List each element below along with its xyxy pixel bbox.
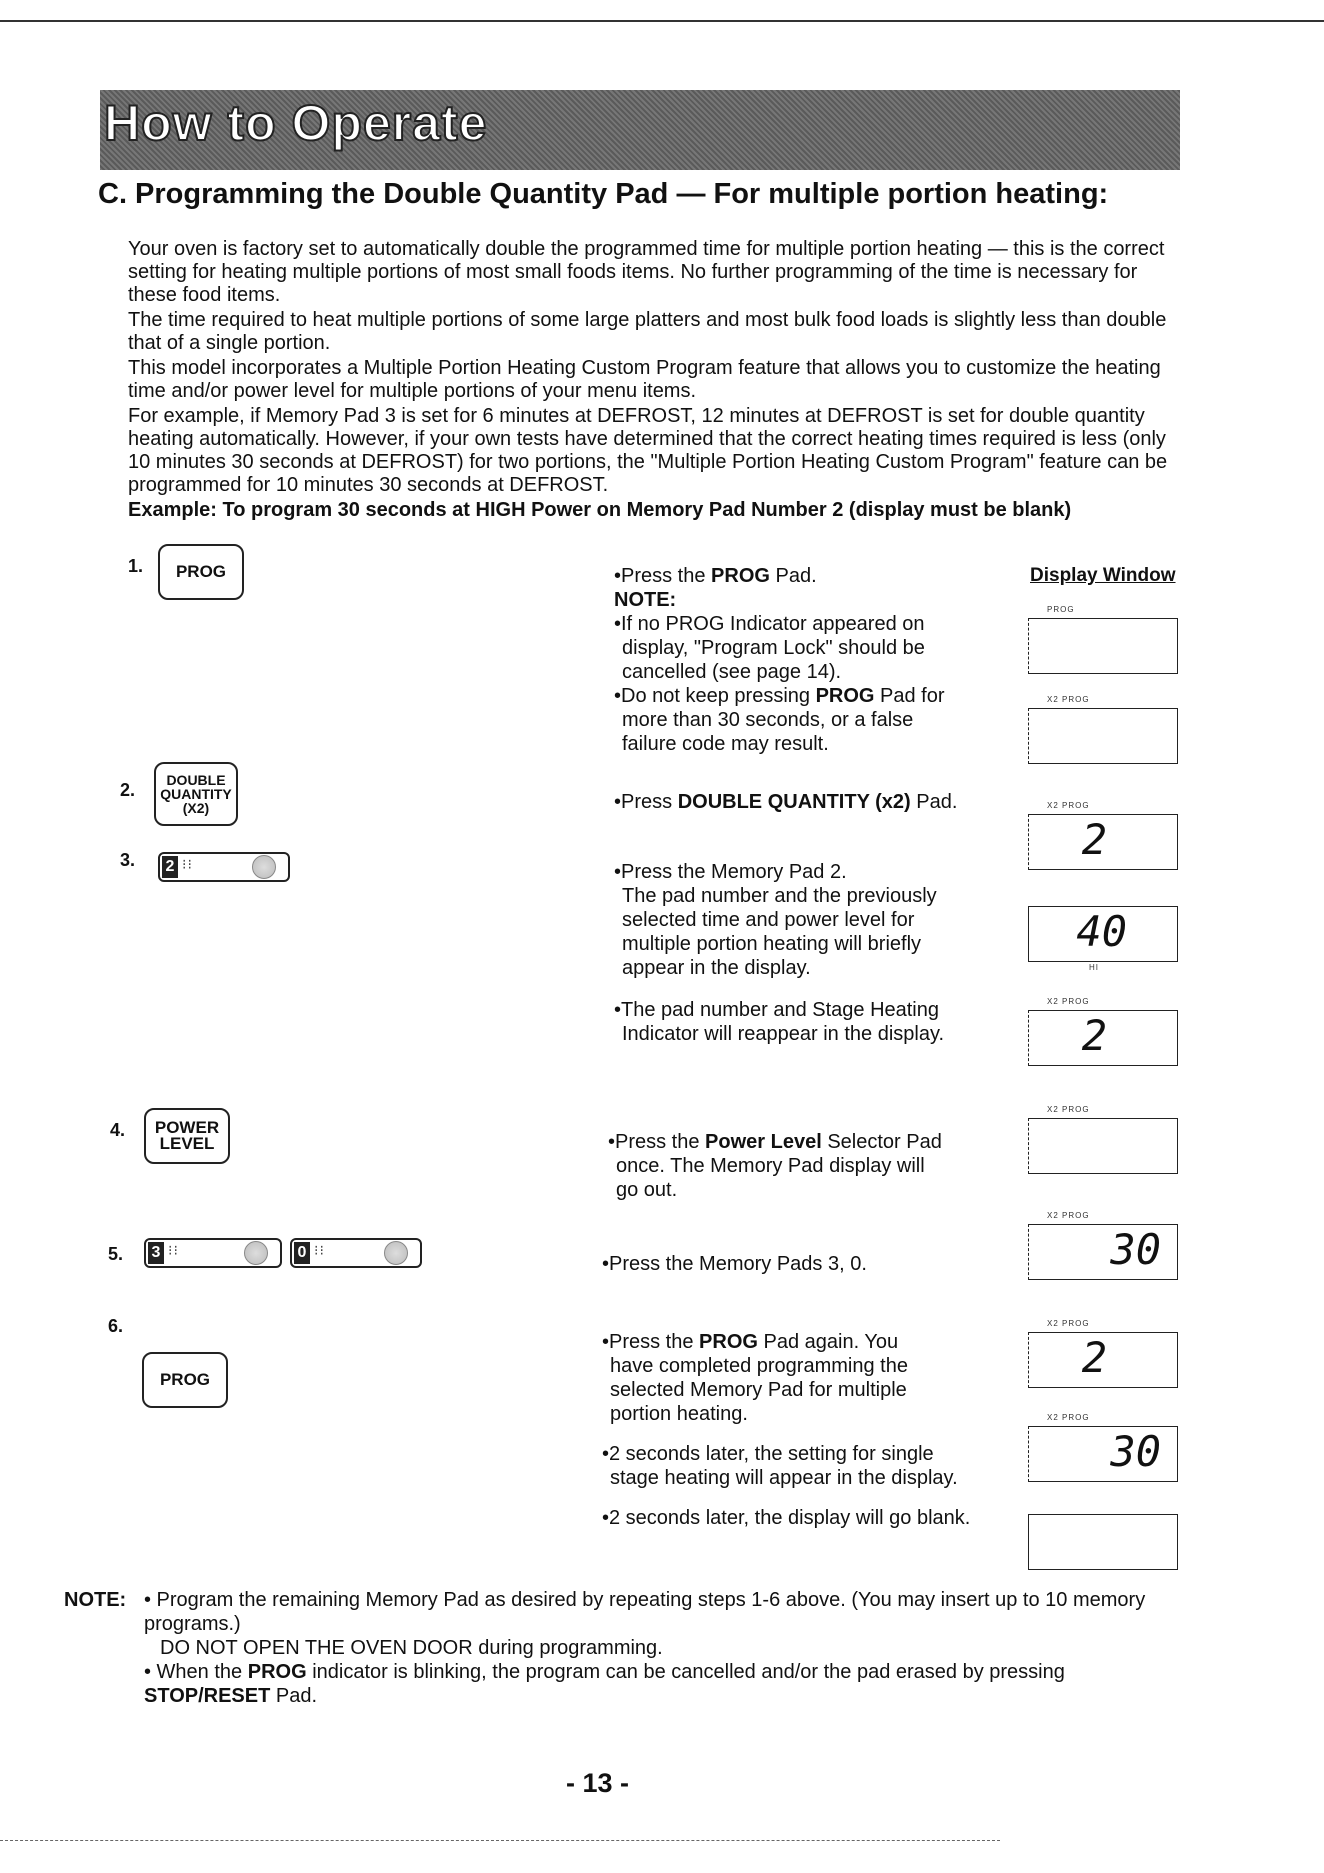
top-rule <box>0 20 1324 22</box>
instruction-text: cancelled (see page 14). <box>622 661 842 683</box>
intro-paragraph: For example, if Memory Pad 3 is set for 6 minutes at DEFROST, 12 minutes at DEFROST is set for double quantity heating automatically. However, if your own tests have determined that the correct heating times required is less (only 10 minutes 30 seconds at DEFROST) for two portions, the "Multiple Portion Heating Custom Program" feature can be programmed for 10 minutes 30 seconds at DEFROST. <box>128 405 1168 496</box>
pad-label: POWER <box>154 1118 220 1137</box>
display-window <box>1028 906 1178 972</box>
display-indicator: X2 PROG <box>1047 695 1090 704</box>
circle-icon <box>244 1241 268 1265</box>
instruction-text: stage heating will appear in the display. <box>610 1467 958 1489</box>
pad-label: (X2) <box>182 800 210 816</box>
intro-text <box>128 238 1178 524</box>
display-window <box>1028 1211 1178 1280</box>
display-window <box>1028 1105 1178 1174</box>
step-number: 5. <box>108 1244 124 1264</box>
note-text: Pad. <box>270 1685 318 1707</box>
instruction-bold: PROG <box>815 685 875 707</box>
dots-icon: ⁝⁝ <box>182 856 193 872</box>
intro-paragraph: Your oven is factory set to automatically double the programmed time for multiple portion heating — this is the correct setting for heating multiple portions of most small foods items. No further programming of the time is necessary for these food items. <box>128 238 1165 306</box>
instruction-text: Pad for <box>874 685 945 707</box>
display-indicator: X2 PROG <box>1047 801 1090 810</box>
pad-label: QUANTITY <box>160 786 232 802</box>
display-value: 30 <box>1110 1427 1161 1476</box>
instruction-text: Pad. <box>910 791 958 813</box>
instruction-text: selected Memory Pad for multiple <box>610 1379 907 1401</box>
instruction-text: •The pad number and Stage Heating <box>614 999 939 1021</box>
instruction-text: failure code may result. <box>622 733 829 755</box>
example-heading: Example: To program 30 seconds at HIGH Power on Memory Pad Number 2 (display must be blank) <box>128 499 1072 521</box>
memory-pad-icon <box>290 1238 422 1268</box>
footer-rule <box>0 1840 1000 1841</box>
display-indicator: X2 PROG <box>1047 1413 1090 1422</box>
instruction-step6 <box>602 1330 1002 1530</box>
memory-pad-number: 2 <box>162 856 178 878</box>
memory-pad-icon <box>158 852 290 882</box>
pad-label: DOUBLE <box>166 772 226 788</box>
dots-icon: ⁝⁝ <box>168 1242 179 1258</box>
double-quantity-pad-icon <box>154 762 238 826</box>
display-value: 40 <box>1076 907 1127 956</box>
note-bullet <box>144 1660 1184 1708</box>
instruction-text: display, "Program Lock" should be <box>622 637 925 659</box>
instruction-text: •Press the <box>608 1131 706 1153</box>
instruction-text: •2 seconds later, the setting for single <box>602 1443 934 1465</box>
display-value: 2 <box>1081 1011 1107 1060</box>
dots-icon: ⁝⁝ <box>314 1242 325 1258</box>
instruction-text: appear in the display. <box>622 957 811 979</box>
instruction-bold: Power Level <box>705 1131 822 1153</box>
instruction-step5 <box>602 1252 1002 1276</box>
display-value: 2 <box>1081 815 1107 864</box>
note-label: NOTE: <box>64 1589 127 1611</box>
banner-title: How to Operate <box>104 95 488 151</box>
instruction-text: once. The Memory Pad display will <box>616 1155 925 1177</box>
display-value: 30 <box>1110 1225 1161 1274</box>
circle-icon <box>252 855 276 879</box>
memory-pad-number: 0 <box>294 1242 310 1264</box>
instruction-step2 <box>614 790 1014 814</box>
display-indicator: HI <box>1089 963 1099 972</box>
display-window <box>1028 695 1178 764</box>
note-body <box>144 1588 1184 1708</box>
instruction-text: •Press the Memory Pads 3, 0. <box>602 1253 867 1275</box>
instruction-text: Pad again. You <box>757 1331 899 1353</box>
display-indicator: X2 PROG <box>1047 1319 1090 1328</box>
note-text: indicator is blinking, the program can be cancelled and/or the pad erased by pressing <box>306 1661 1065 1683</box>
section-title: C. Programming the Double Quantity Pad — For multiple portion heating: <box>98 178 1109 210</box>
instruction-text: •If no PROG Indicator appeared on <box>614 613 925 635</box>
display-window-label: Display Window <box>1030 565 1176 586</box>
note-bold: PROG <box>247 1661 307 1683</box>
step-number: 1. <box>128 556 144 576</box>
pad-label: LEVEL <box>159 1134 215 1153</box>
display-window <box>1028 801 1178 870</box>
instruction-text: go out. <box>616 1179 678 1201</box>
display-indicator: X2 PROG <box>1047 1105 1090 1114</box>
display-window <box>1028 997 1178 1066</box>
step-number: 2. <box>120 780 136 800</box>
instruction-text: Selector Pad <box>821 1131 942 1153</box>
prog-pad-icon: PROG <box>158 544 244 600</box>
instruction-text: •Do not keep pressing <box>614 685 816 707</box>
instruction-text: multiple portion heating will briefly <box>622 933 922 955</box>
intro-paragraph: The time required to heat multiple portions of some large platters and most bulk food loads is slightly less than double that of a single portion. <box>128 309 1167 354</box>
instruction-step1 <box>614 564 1014 756</box>
memory-pad-icon <box>144 1238 282 1268</box>
prog-pad-icon: PROG <box>142 1352 228 1408</box>
intro-paragraph: This model incorporates a Multiple Portion Heating Custom Program feature that allows you to customize the heating time and/or power level for multiple portions of your menu items. <box>128 357 1161 402</box>
instruction-text: more than 30 seconds, or a false <box>622 709 914 731</box>
display-window <box>1028 1413 1178 1482</box>
step-number: 4. <box>110 1120 126 1140</box>
instruction-bold: DOUBLE QUANTITY (x2) <box>677 791 911 813</box>
power-level-pad-icon <box>144 1108 230 1164</box>
note-text: DO NOT OPEN THE OVEN DOOR during programming. <box>160 1637 663 1659</box>
instruction-text: have completed programming the <box>610 1355 908 1377</box>
display-indicator: X2 PROG <box>1047 997 1090 1006</box>
instruction-text: selected time and power level for <box>622 909 915 931</box>
instruction-text: portion heating. <box>610 1403 748 1425</box>
display-window <box>1028 1319 1178 1388</box>
instruction-text: •Press the Memory Pad 2. <box>614 861 847 883</box>
instruction-text: Pad. <box>769 565 817 587</box>
note-bold: STOP/RESET <box>144 1685 271 1707</box>
note-text: • When the <box>144 1661 248 1683</box>
page-number: - 13 - <box>566 1768 630 1798</box>
instruction-text: •Press <box>614 791 678 813</box>
display-indicator: PROG <box>1047 605 1075 614</box>
display-indicator: X2 PROG <box>1047 1211 1090 1220</box>
instruction-step3 <box>614 860 1014 1046</box>
instruction-text: The pad number and the previously <box>622 885 937 907</box>
step-number: 6. <box>108 1316 124 1336</box>
instruction-text: •Press the <box>614 565 712 587</box>
step-number: 3. <box>120 850 136 870</box>
instruction-step4 <box>608 1130 1008 1202</box>
instruction-bold: PROG <box>699 1331 758 1353</box>
circle-icon <box>384 1241 408 1265</box>
instruction-text: •2 seconds later, the display will go blank. <box>602 1507 971 1529</box>
display-window <box>1028 1514 1178 1570</box>
instruction-bold: PROG <box>711 565 770 587</box>
note-label: NOTE: <box>614 589 677 611</box>
instruction-text: Indicator will reappear in the display. <box>622 1023 945 1045</box>
display-window <box>1028 605 1178 674</box>
note-bullet: • Program the remaining Memory Pad as desired by repeating steps 1-6 above. (You may insert up to 10 memory programs.) <box>144 1589 1146 1635</box>
memory-pad-number: 3 <box>148 1242 164 1264</box>
instruction-text: •Press the <box>602 1331 700 1353</box>
display-value: 2 <box>1081 1333 1107 1382</box>
